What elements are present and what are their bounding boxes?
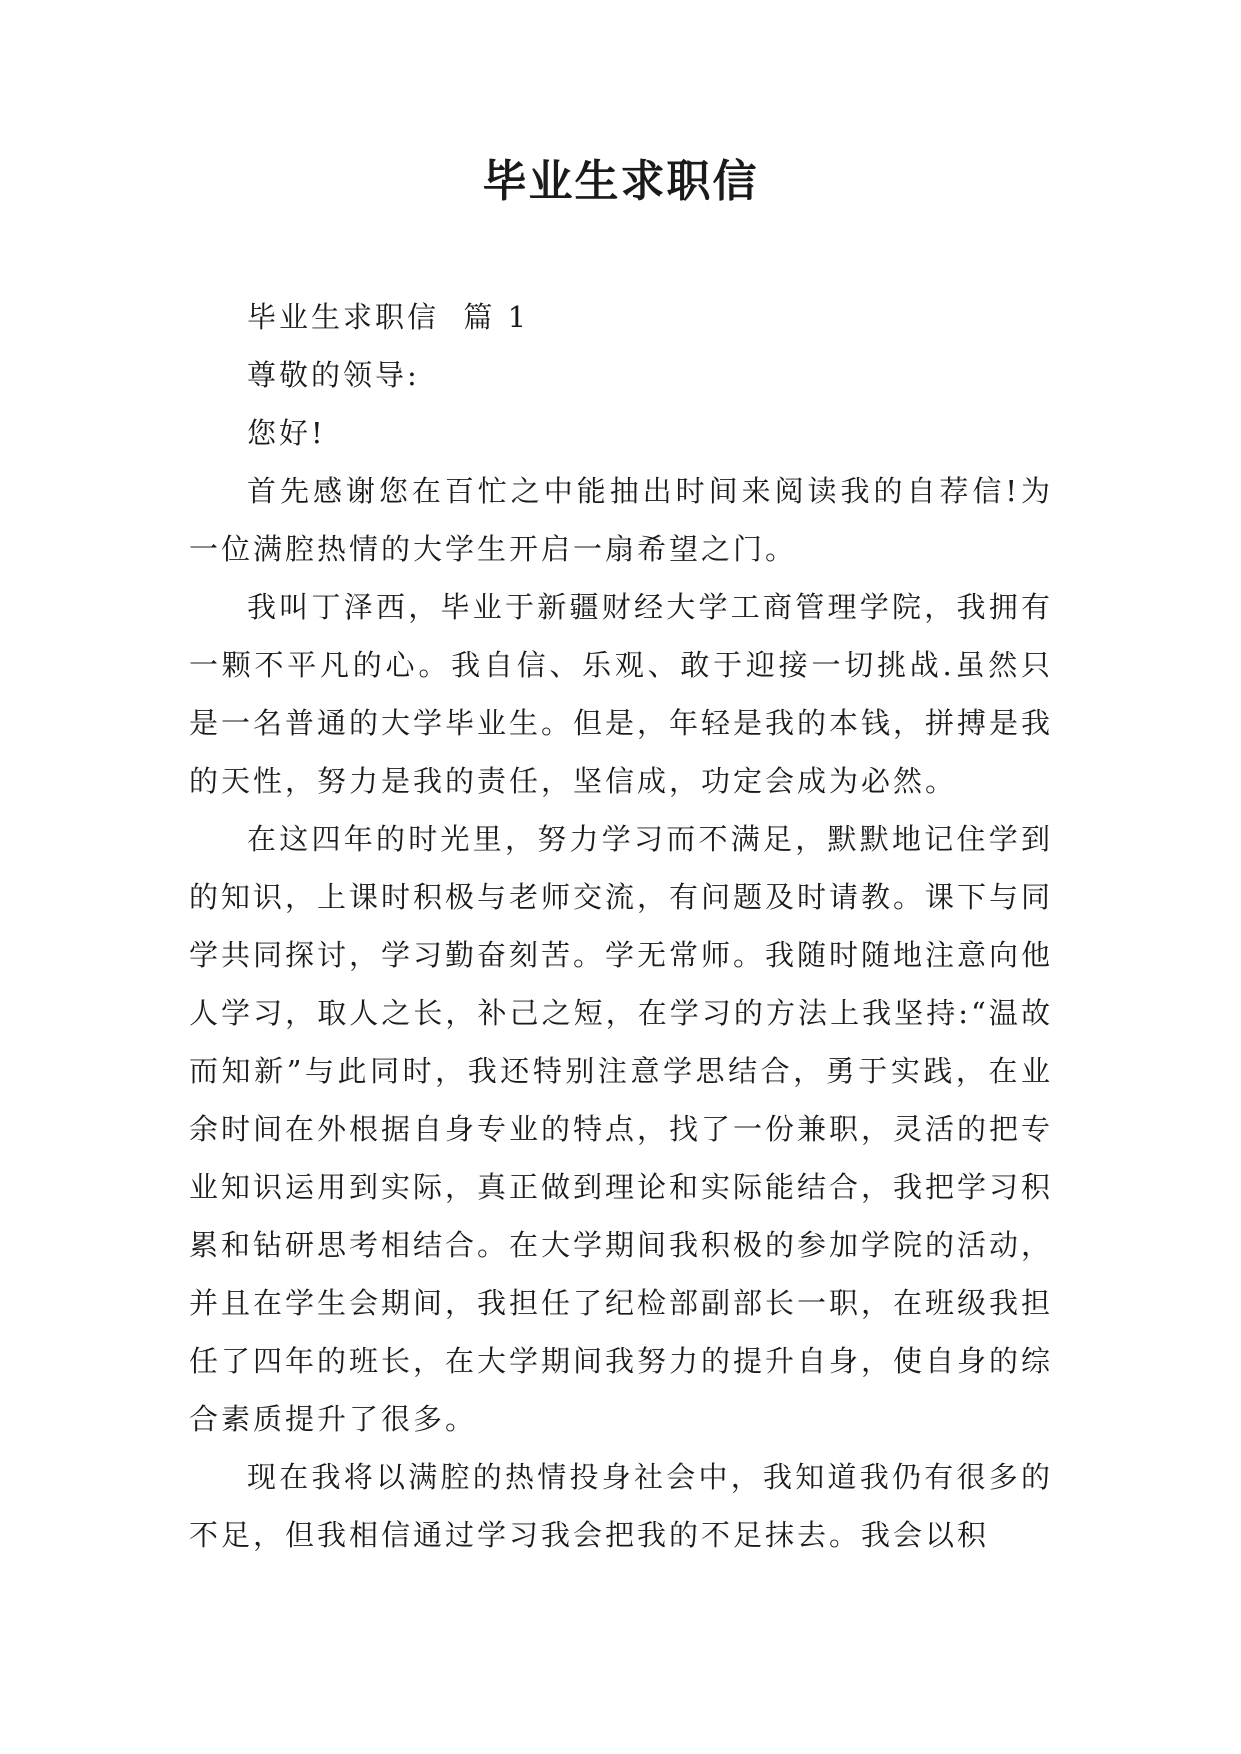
paragraph-salutation: 尊敬的领导: [247, 358, 420, 392]
paragraph-intro: 首先感谢您在百忙之中能抽出时间来阅读我的自荐信!为一位满腔热情的大学生开启一扇希望之门。 [189, 474, 1053, 566]
paragraph-greeting: 您好! [247, 416, 326, 450]
paragraph-heading: 毕业生求职信 篇 1 [247, 300, 530, 334]
paragraph-study-experience: 在这四年的时光里，努力学习而不满足，默默地记住学到的知识，上课时积极与老师交流，有问题及时请教。课下与同学共同探讨，学习勤奋刻苦。学无常师。我随时随地注意向他人学习，取人之长，补己之短，在学习的方法上我坚持:“温故而知新”与此同时，我还特别注意学思结合，勇于实践，在业余时间在外根据自身专业的特点，找了一份兼职，灵活的把专业知识运用到实际，真正做到理论和实际能结合，我把学习积累和钻研思考相结合。在大学期间我积极的参加学院的活动，并且在学生会期间，我担任了纪检部副部长一职，在班级我担任了四年的班长，在大学期间我努力的提升自身，使自身的综合素质提升了很多。 [189, 822, 1054, 1436]
paragraph-self-introduction: 我叫丁泽西，毕业于新疆财经大学工商管理学院，我拥有一颗不平凡的心。我自信、乐观、敢于迎接一切挑战.虽然只是一名普通的大学毕业生。但是，年轻是我的本钱，拼搏是我的天性，努力是我的责任，坚信成，功定会成为必然。 [189, 590, 1054, 798]
document-title: 毕业生求职信 [482, 156, 759, 207]
paragraph-outlook: 现在我将以满腔的热情投身社会中，我知道我仍有很多的不足，但我相信通过学习我会把我的不足抹去。我会以积 [189, 1460, 1053, 1552]
document-body [189, 288, 1053, 1564]
